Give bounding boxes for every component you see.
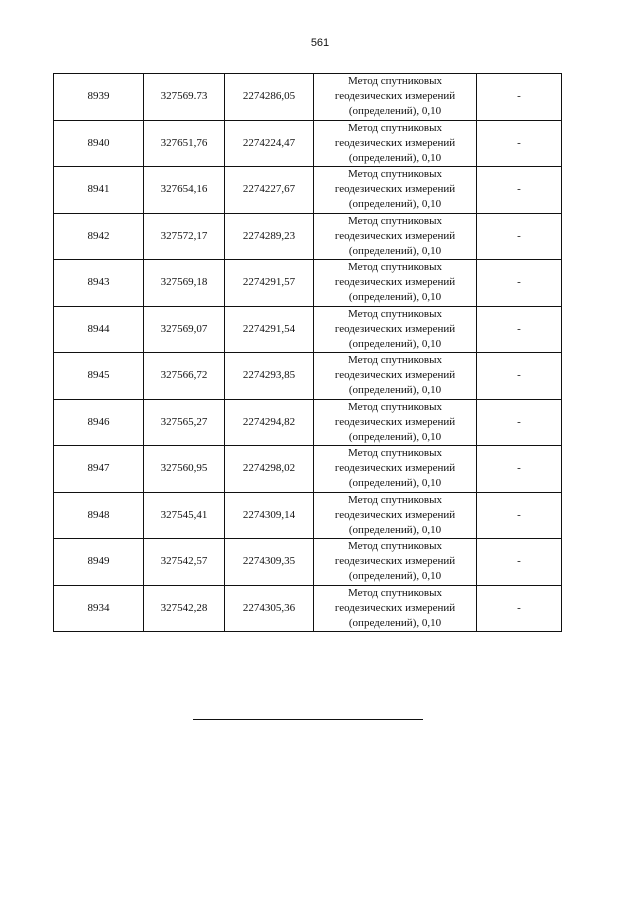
cell-y-coordinate [225,446,314,493]
cell-point-number [54,446,144,493]
method-line: Метод спутниковых [348,540,442,553]
cell-x-coordinate [144,120,225,167]
cell-y-coordinate-text: 2274291,54 [242,322,296,335]
cell-y-coordinate [225,74,314,121]
cell-note-text: - [517,276,521,289]
cell-point-number [54,492,144,539]
cell-point-number-text: 8949 [87,555,110,568]
method-line: геодезических измерений [334,276,456,289]
method-line: Метод спутниковых [348,586,442,599]
cell-y-coordinate-text: 2274305,36 [242,601,296,614]
cell-point-number-text: 8942 [87,229,110,242]
method-line: (определений), 0,10 [348,291,442,304]
table-row [54,167,562,214]
cell-note [477,585,562,632]
method-line: (определений), 0,10 [348,244,442,257]
method-line: геодезических измерений [334,90,456,103]
cell-note-text: - [517,183,521,196]
cell-y-coordinate [225,213,314,260]
cell-note [477,167,562,214]
cell-x-coordinate [144,74,225,121]
method-line: Метод спутниковых [348,121,442,134]
method-line: геодезических измерений [334,601,456,614]
cell-x-coordinate-text: 327560,95 [160,462,208,475]
table-row [54,306,562,353]
cell-x-coordinate [144,306,225,353]
cell-note [477,446,562,493]
cell-note-text: - [517,508,521,521]
method-line: (определений), 0,10 [348,430,442,443]
cell-x-coordinate-text: 327542,57 [160,555,208,568]
cell-note-text: - [517,462,521,475]
method-line: геодезических измерений [334,508,456,521]
cell-note-text: - [517,90,521,103]
table-row [54,539,562,586]
method-line: Метод спутниковых [348,75,442,88]
method-line: Метод спутниковых [348,214,442,227]
cell-y-coordinate [225,492,314,539]
cell-point-number [54,74,144,121]
cell-method-accuracy [314,539,477,586]
cell-y-coordinate-text: 2274309,35 [242,555,296,568]
cell-point-number-text: 8939 [87,90,110,103]
cell-x-coordinate-text: 327654,16 [160,183,208,196]
cell-x-coordinate-text: 327565,27 [160,415,208,428]
cell-y-coordinate [225,539,314,586]
method-line: Метод спутниковых [348,307,442,320]
cell-y-coordinate-text: 2274293,85 [242,369,296,382]
method-line: (определений), 0,10 [348,570,442,583]
cell-y-coordinate-text: 2274224,47 [242,136,296,149]
page-number: 561 [310,37,330,49]
cell-y-coordinate [225,167,314,214]
cell-method-accuracy [314,399,477,446]
method-line: (определений), 0,10 [348,337,442,350]
cell-note [477,260,562,307]
cell-y-coordinate [225,306,314,353]
cell-x-coordinate-text: 327572,17 [160,229,208,242]
cell-point-number-text: 8944 [87,322,110,335]
cell-point-number [54,213,144,260]
cell-point-number [54,120,144,167]
cell-method-accuracy [314,585,477,632]
cell-x-coordinate-text: 327566,72 [160,369,208,382]
cell-y-coordinate [225,260,314,307]
method-line: Метод спутниковых [348,261,442,274]
cell-point-number [54,399,144,446]
table-row [54,492,562,539]
cell-method-accuracy [314,260,477,307]
cell-x-coordinate [144,492,225,539]
table-row [54,213,562,260]
cell-method-accuracy [314,446,477,493]
cell-y-coordinate-text: 2274294,82 [242,415,296,428]
method-line: (определений), 0,10 [348,523,442,536]
cell-x-coordinate [144,585,225,632]
table-row [54,74,562,121]
coordinates-table-body [54,74,562,632]
cell-point-number-text: 8940 [87,136,110,149]
method-line: геодезических измерений [334,322,456,335]
coordinates-table [53,73,562,632]
cell-point-number [54,539,144,586]
cell-x-coordinate [144,167,225,214]
method-line: геодезических измерений [334,415,456,428]
method-line: Метод спутниковых [348,168,442,181]
method-line: (определений), 0,10 [348,477,442,490]
method-line: (определений), 0,10 [348,105,442,118]
method-line: геодезических измерений [334,229,456,242]
cell-note [477,74,562,121]
cell-y-coordinate-text: 2274227,67 [242,183,296,196]
method-line: Метод спутниковых [348,354,442,367]
table-row [54,260,562,307]
cell-point-number-text: 8948 [87,508,110,521]
cell-note-text: - [517,555,521,568]
cell-point-number-text: 8934 [87,601,110,614]
cell-y-coordinate-text: 2274286,05 [242,90,296,103]
cell-note [477,306,562,353]
method-line: геодезических измерений [334,555,456,568]
cell-point-number [54,260,144,307]
cell-x-coordinate [144,446,225,493]
cell-method-accuracy [314,492,477,539]
cell-note-text: - [517,415,521,428]
cell-y-coordinate [225,399,314,446]
cell-x-coordinate [144,539,225,586]
cell-point-number-text: 8946 [87,415,110,428]
cell-note-text: - [517,229,521,242]
cell-point-number [54,353,144,400]
cell-note [477,492,562,539]
cell-y-coordinate-text: 2274309,14 [242,508,296,521]
table-row [54,399,562,446]
method-line: (определений), 0,10 [348,616,442,629]
cell-note-text: - [517,369,521,382]
cell-note-text: - [517,322,521,335]
cell-note-text: - [517,136,521,149]
cell-y-coordinate [225,353,314,400]
cell-x-coordinate-text: 327569.73 [160,90,208,103]
cell-x-coordinate-text: 327542,28 [160,601,208,614]
table-row [54,353,562,400]
cell-x-coordinate [144,260,225,307]
cell-point-number-text: 8941 [87,183,110,196]
cell-note [477,213,562,260]
cell-x-coordinate-text: 327545,41 [160,508,208,521]
cell-y-coordinate-text: 2274291,57 [242,276,296,289]
method-line: геодезических измерений [334,462,456,475]
cell-y-coordinate-text: 2274289,23 [242,229,296,242]
cell-point-number [54,306,144,353]
table-row [54,585,562,632]
method-line: Метод спутниковых [348,400,442,413]
cell-point-number-text: 8947 [87,462,110,475]
cell-point-number-text: 8945 [87,369,110,382]
cell-method-accuracy [314,74,477,121]
method-line: геодезических измерений [334,183,456,196]
cell-x-coordinate-text: 327569,18 [160,276,208,289]
method-line: геодезических измерений [334,136,456,149]
cell-x-coordinate [144,353,225,400]
cell-note [477,399,562,446]
table-row [54,120,562,167]
cell-point-number [54,585,144,632]
cell-method-accuracy [314,213,477,260]
method-line: (определений), 0,10 [348,151,442,164]
cell-x-coordinate-text: 327569,07 [160,322,208,335]
table-row [54,446,562,493]
cell-note [477,120,562,167]
cell-x-coordinate [144,213,225,260]
cell-method-accuracy [314,306,477,353]
cell-method-accuracy [314,167,477,214]
cell-method-accuracy [314,353,477,400]
cell-y-coordinate [225,120,314,167]
method-line: (определений), 0,10 [348,198,442,211]
cell-point-number [54,167,144,214]
cell-y-coordinate-text: 2274298,02 [242,462,296,475]
cell-note [477,539,562,586]
footer-rule [193,719,423,720]
method-line: Метод спутниковых [348,447,442,460]
cell-y-coordinate [225,585,314,632]
cell-method-accuracy [314,120,477,167]
method-line: (определений), 0,10 [348,384,442,397]
method-line: Метод спутниковых [348,493,442,506]
cell-x-coordinate [144,399,225,446]
cell-note [477,353,562,400]
cell-note-text: - [517,601,521,614]
method-line: геодезических измерений [334,369,456,382]
cell-x-coordinate-text: 327651,76 [160,136,208,149]
cell-point-number-text: 8943 [87,276,110,289]
